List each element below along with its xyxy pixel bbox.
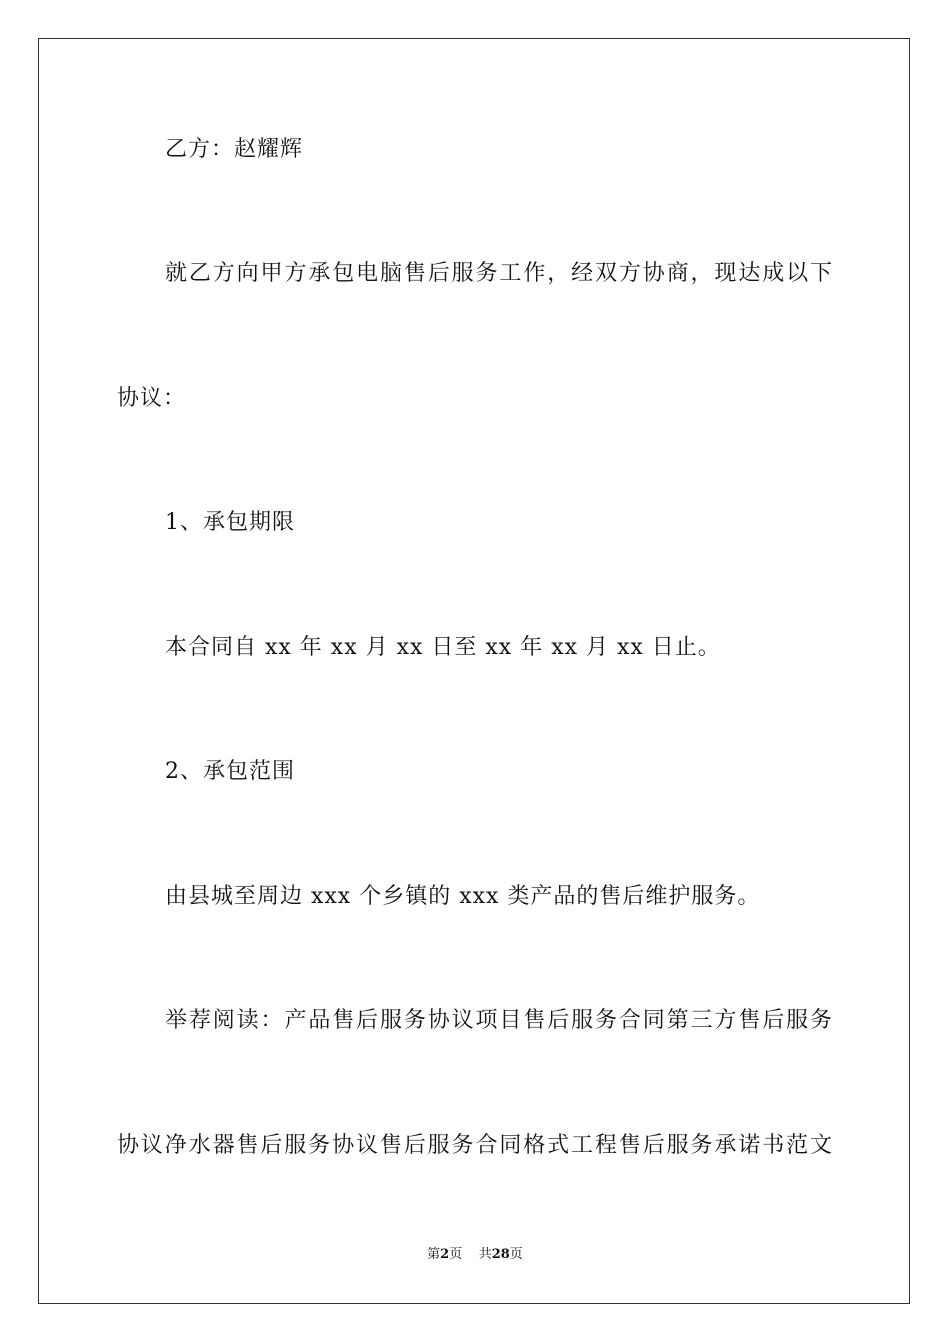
footer-page-number: 2 — [440, 1247, 450, 1262]
page-footer — [39, 1246, 911, 1264]
recommended-reading-line-1: 举荐阅读：产品售后服务协议项目售后服务合同第三方售后服务 — [165, 1008, 833, 1033]
footer-page-suffix: 页 — [449, 1247, 463, 1262]
footer-page-prefix: 第 — [427, 1247, 441, 1262]
section-heading-term: 1、承包期限 — [165, 510, 295, 535]
intro-paragraph-line-1: 就乙方向甲方承包电脑售后服务工作，经双方协商，现达成以下 — [165, 261, 833, 286]
page-frame — [38, 38, 910, 1304]
section-heading-scope: 2、承包范围 — [165, 759, 295, 784]
footer-total-prefix: 共 — [478, 1247, 492, 1262]
party-b-line: 乙方：赵耀辉 — [165, 137, 304, 162]
footer-total-suffix: 页 — [509, 1247, 523, 1262]
intro-paragraph-line-2: 协议： — [117, 386, 187, 411]
footer-total-pages: 28 — [491, 1247, 510, 1262]
term-paragraph: 本合同自 xx 年 xx 月 xx 日至 xx 年 xx 月 xx 日止。 — [165, 635, 721, 660]
scope-paragraph: 由县城至周边 xxx 个乡镇的 xxx 类产品的售后维护服务。 — [165, 884, 761, 909]
recommended-reading-line-2: 协议净水器售后服务协议售后服务合同格式工程售后服务承诺书范文 — [117, 1133, 833, 1158]
